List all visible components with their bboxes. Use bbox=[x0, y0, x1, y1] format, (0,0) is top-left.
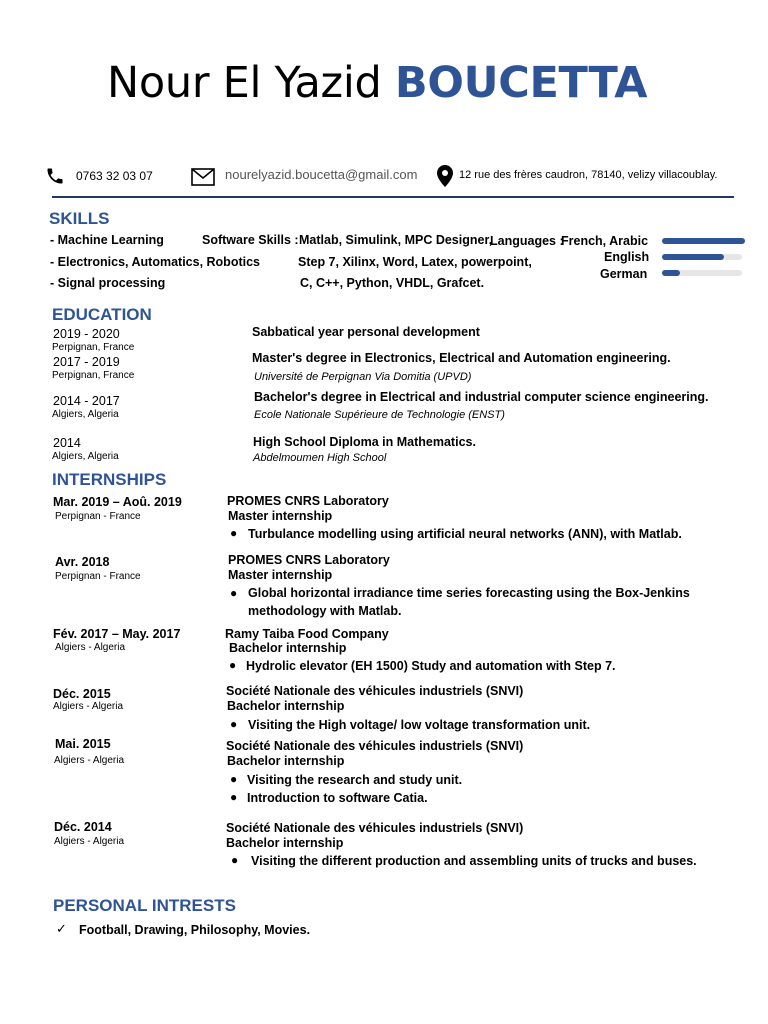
language-level-fill bbox=[662, 254, 724, 260]
education-date: 2017 - 2019 bbox=[53, 355, 120, 369]
bullet-dot-icon: ● bbox=[230, 717, 238, 731]
first-names: Nour El Yazid bbox=[107, 58, 382, 108]
education-title: High School Diploma in Mathematics. bbox=[253, 435, 476, 449]
internship-place: Perpignan - France bbox=[55, 571, 141, 582]
internship-org: Ramy Taiba Food Company bbox=[225, 627, 389, 641]
education-place: Algiers, Algeria bbox=[52, 409, 119, 420]
internship-role: Bachelor internship bbox=[226, 836, 344, 850]
language-level-bar bbox=[662, 270, 742, 276]
software-skills-line: Step 7, Xilinx, Word, Latex, powerpoint, bbox=[298, 255, 532, 269]
skills-heading: SKILLS bbox=[49, 209, 110, 228]
software-skills-line: C, C++, Python, VHDL, Grafcet. bbox=[300, 276, 485, 290]
internship-role: Bachelor internship bbox=[229, 641, 347, 655]
bullet-dot-icon: ● bbox=[230, 586, 238, 600]
language-level-fill bbox=[662, 270, 680, 276]
phone-icon bbox=[45, 166, 65, 186]
phone-number: 0763 32 03 07 bbox=[76, 169, 153, 183]
internship-bullet: Visiting the different production and assembling units of trucks and buses. bbox=[251, 854, 697, 868]
header-divider bbox=[52, 196, 734, 198]
internship-role: Bachelor internship bbox=[227, 754, 345, 768]
internship-date: Avr. 2018 bbox=[55, 555, 110, 569]
envelope-icon bbox=[191, 168, 215, 186]
internship-role: Bachelor internship bbox=[227, 699, 345, 713]
skill-item: - Machine Learning bbox=[50, 233, 164, 247]
last-name: BOUCETTA bbox=[394, 58, 648, 108]
education-place: Perpignan, France bbox=[52, 342, 135, 353]
education-title: Bachelor's degree in Electrical and industrial computer science engineering. bbox=[254, 390, 709, 404]
skill-item: - Electronics, Automatics, Robotics bbox=[50, 255, 260, 269]
education-school: Abdelmoumen High School bbox=[253, 452, 387, 464]
email-link[interactable]: nourelyazid.boucetta@gmail.com bbox=[225, 167, 418, 182]
education-school: Ecole Nationale Supérieure de Technologie (ENST) bbox=[254, 409, 505, 421]
address: 12 rue des frères caudron, 78140, velizy villacoublay. bbox=[459, 169, 718, 181]
education-title: Sabbatical year personal development bbox=[252, 325, 480, 339]
internship-org: Société Nationale des véhicules industriels (SNVI) bbox=[226, 684, 524, 698]
education-date: 2019 - 2020 bbox=[53, 327, 120, 341]
bullet-dot-icon: ● bbox=[229, 658, 237, 672]
internship-bullet: methodology with Matlab. bbox=[248, 604, 402, 618]
education-school: Université de Perpignan Via Domitia (UPVD) bbox=[254, 371, 472, 383]
internships-heading: INTERNSHIPS bbox=[52, 470, 167, 489]
software-skills-label: Software Skills : bbox=[202, 233, 299, 247]
internship-role: Master internship bbox=[228, 568, 333, 582]
education-place: Perpignan, France bbox=[52, 370, 135, 381]
language-level-fill bbox=[662, 238, 745, 244]
language-name: English bbox=[604, 250, 650, 264]
internship-date: Fév. 2017 – May. 2017 bbox=[53, 627, 181, 641]
internship-org: Société Nationale des véhicules industriels (SNVI) bbox=[226, 739, 524, 753]
language-name: German bbox=[600, 267, 648, 281]
education-heading: EDUCATION bbox=[52, 305, 152, 324]
interests-heading: PERSONAL INTRESTS bbox=[53, 896, 236, 915]
language-level-bar bbox=[662, 254, 742, 260]
internship-place: Algiers - Algeria bbox=[55, 642, 126, 653]
skill-item: - Signal processing bbox=[50, 276, 166, 290]
education-title: Master's degree in Electronics, Electrical and Automation engineering. bbox=[252, 351, 671, 365]
internship-bullet: Hydrolic elevator (EH 1500) Study and automation with Step 7. bbox=[246, 659, 616, 673]
education-date: 2014 bbox=[53, 436, 81, 450]
resume-name bbox=[107, 58, 647, 108]
internship-date: Déc. 2014 bbox=[54, 820, 112, 834]
bullet-dot-icon: ● bbox=[230, 526, 238, 540]
internship-bullet: Introduction to software Catia. bbox=[247, 791, 428, 805]
education-date: 2014 - 2017 bbox=[53, 394, 120, 408]
languages-label: Languages : bbox=[490, 234, 564, 248]
check-icon: ✓ bbox=[56, 921, 67, 936]
internship-date: Mar. 2019 – Aoû. 2019 bbox=[53, 495, 182, 509]
internship-place: Perpignan - France bbox=[55, 511, 141, 522]
software-skills-line: Matlab, Simulink, MPC Designer, bbox=[299, 233, 493, 247]
language-name: French, Arabic bbox=[561, 234, 649, 248]
location-pin-icon bbox=[437, 165, 453, 187]
bullet-dot-icon: ● bbox=[230, 772, 238, 786]
internship-bullet: Visiting the research and study unit. bbox=[247, 773, 463, 787]
internship-org: PROMES CNRS Laboratory bbox=[228, 553, 390, 567]
internship-bullet: Turbulance modelling using artificial neural networks (ANN), with Matlab. bbox=[248, 527, 682, 541]
internship-place: Algiers - Algeria bbox=[54, 755, 125, 766]
internship-role: Master internship bbox=[228, 509, 333, 523]
internship-bullet: Global horizontal irradiance time series forecasting using the Box-Jenkins bbox=[248, 586, 690, 600]
language-level-bar bbox=[662, 238, 745, 244]
bullet-dot-icon: ● bbox=[230, 790, 238, 804]
interests-text: Football, Drawing, Philosophy, Movies. bbox=[79, 923, 311, 937]
bullet-dot-icon: ● bbox=[231, 853, 239, 867]
internship-date: Mai. 2015 bbox=[55, 737, 111, 751]
internship-place: Algiers - Algeria bbox=[54, 836, 125, 847]
internship-place: Algiers - Algeria bbox=[53, 701, 124, 712]
education-place: Algiers, Algeria bbox=[52, 451, 119, 462]
internship-date: Déc. 2015 bbox=[53, 687, 111, 701]
internship-org: PROMES CNRS Laboratory bbox=[227, 494, 389, 508]
internship-bullet: Visiting the High voltage/ low voltage transformation unit. bbox=[248, 718, 591, 732]
internship-org: Société Nationale des véhicules industriels (SNVI) bbox=[226, 821, 524, 835]
